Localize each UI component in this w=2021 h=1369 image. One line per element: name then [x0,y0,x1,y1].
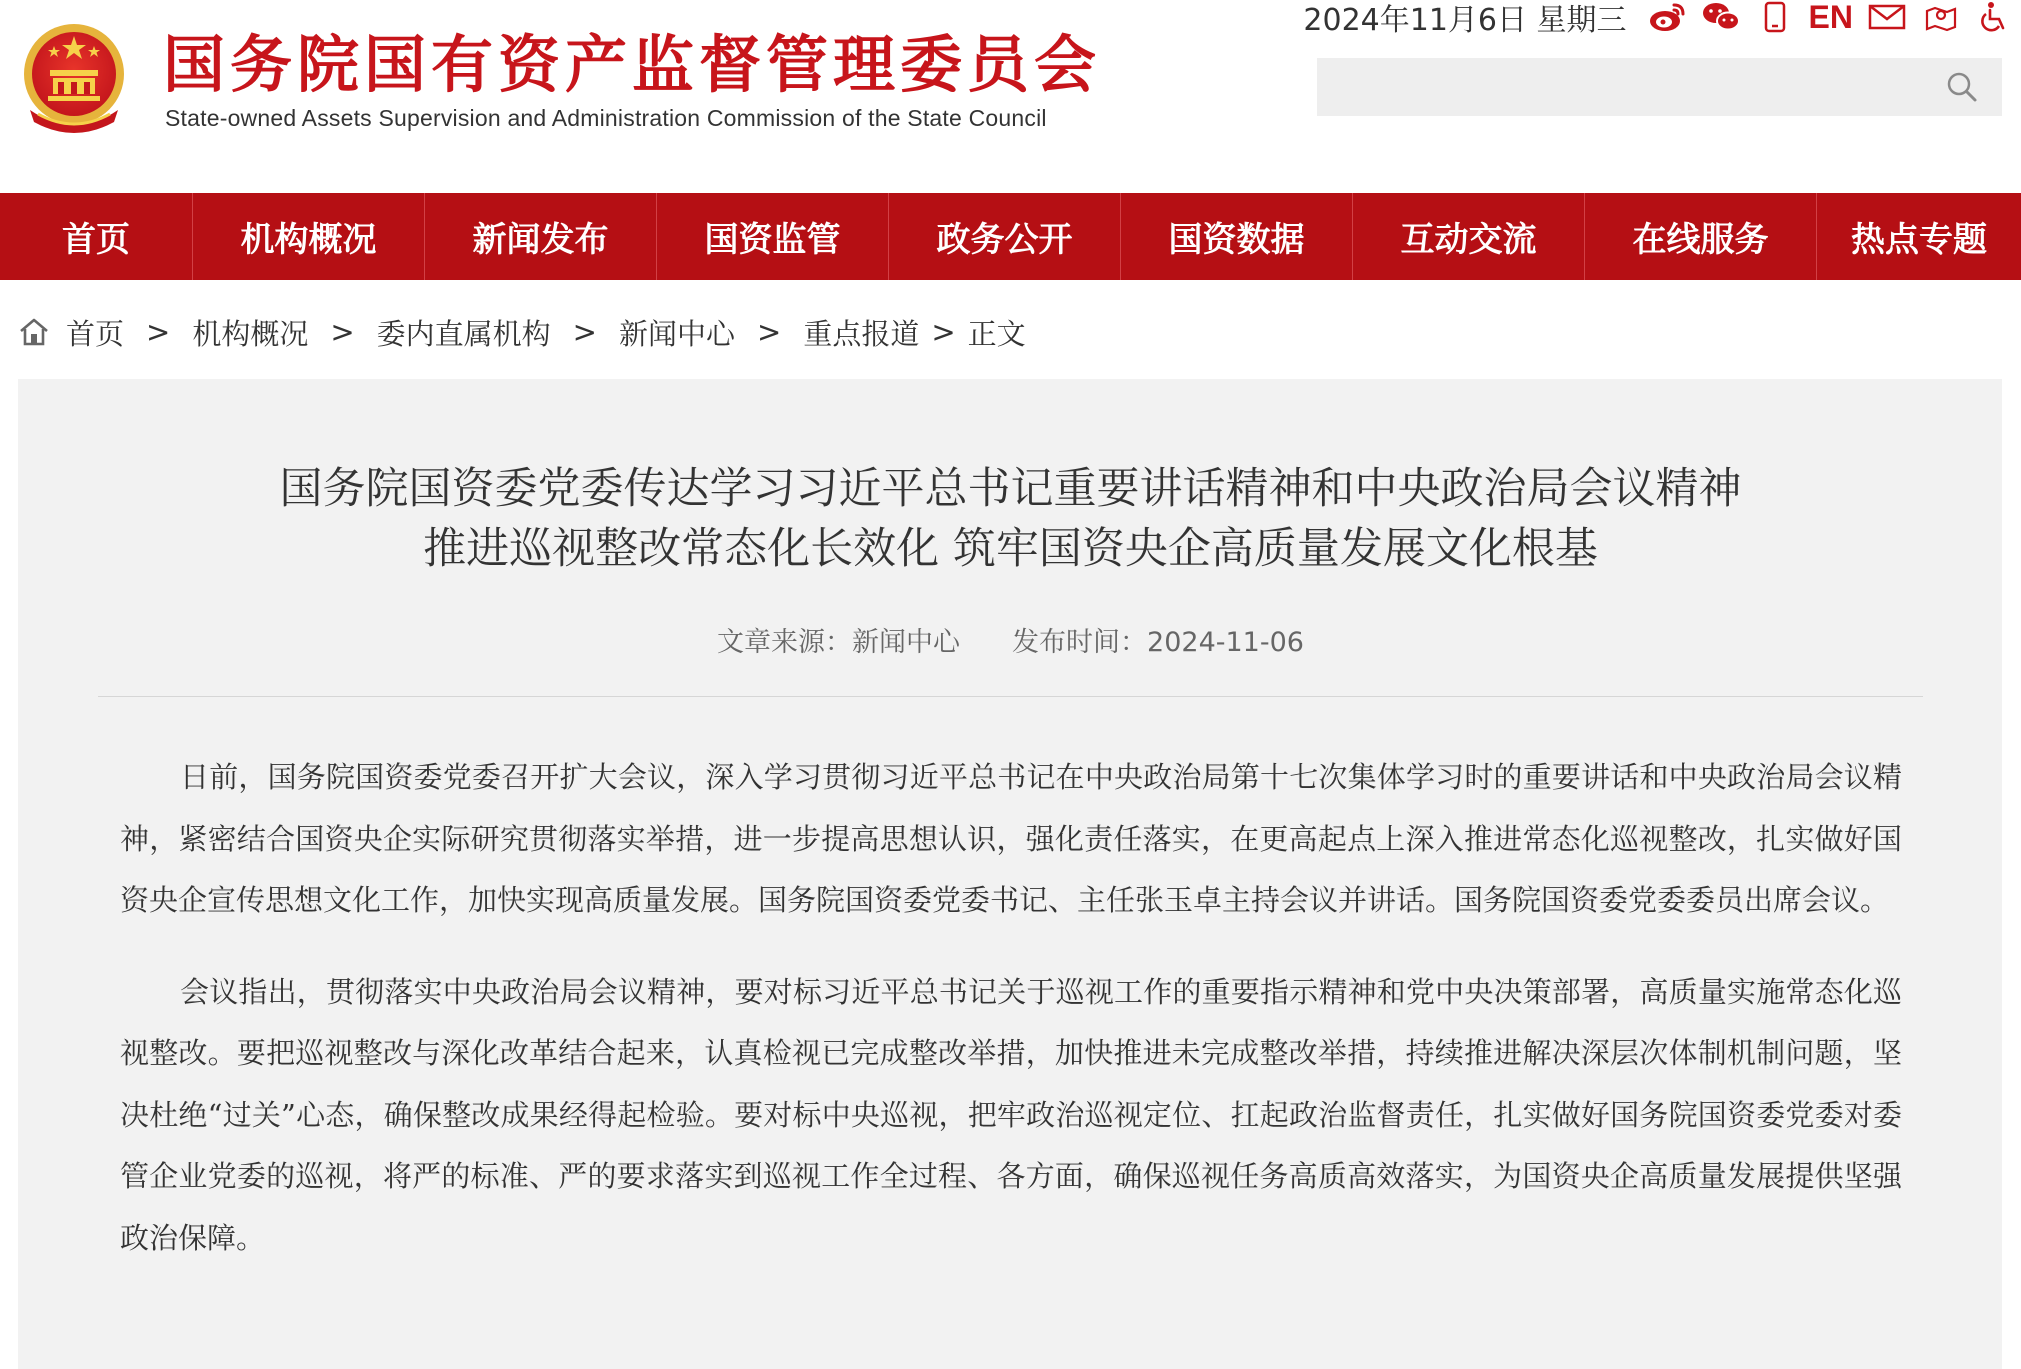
breadcrumb-home[interactable]: 首页 [66,316,125,351]
breadcrumb-news-center[interactable]: 新闻中心 [618,316,735,351]
nav-item-organization[interactable]: 机构概况 [193,193,425,280]
nav-item-topics[interactable]: 热点专题 [1851,220,1987,260]
site-title-cn[interactable]: 国务院国有资产监督管理委员会 [163,28,1102,101]
breadcrumb-separator: > [330,315,355,349]
nav-item-interaction[interactable]: 互动交流 [1353,193,1585,280]
wechat-icon[interactable] [1701,0,1741,34]
article-title [0,459,2021,579]
article-title-line-2: 推进巡视整改常态化长效化 筑牢国资央企高质量发展文化根基 [423,524,1598,574]
breadcrumb-separator: > [931,315,956,349]
nav-item-gov-affairs[interactable]: 政务公开 [889,193,1121,280]
top-utility-bar [1303,0,2021,38]
weibo-icon[interactable] [1647,0,1687,34]
article-source: 文章来源：新闻中心 [717,627,961,658]
nav-item-data[interactable]: 国资数据 [1121,193,1353,280]
breadcrumb-separator: > [757,315,782,349]
site-header [0,0,2021,193]
breadcrumb-affiliated-units[interactable]: 委内直属机构 [376,316,551,351]
english-version-link[interactable]: EN [1808,0,1853,35]
article-paragraph: 会议指出，贯彻落实中央政治局会议精神，要对标习近平总书记关于巡视工作的重要指示精神和党中央决策部署，高质量实施常态化巡视整改。要把巡视整改与深化改革结合起来，认真检视已完成整改举措，加快推进未完成整改举措，持续推进解决深层次体制机制问题，坚决杜绝“过关”心态，确保整改成果经得起检验。要对标中央巡视，把牢政治巡视定位、扛起政治监督责任，扎实做好国务院国资委党委对委管企业党委的巡视，将严的标准、严的要求落实到巡视工作全过程、各方面，确保巡视任务高质高效落实，为国资央企高质量发展提供坚强政治保障。 [120,974,1902,1255]
mail-icon[interactable] [1867,0,1907,34]
map-pin-icon[interactable] [1921,0,1961,34]
nav-item-news-release[interactable]: 新闻发布 [425,193,657,280]
nav-item-home[interactable]: 首页 [0,193,193,280]
main-nav [0,193,2021,280]
nav-item-online-service[interactable]: 在线服务 [1585,193,1817,280]
breadcrumb-organization[interactable]: 机构概况 [192,316,309,351]
home-icon[interactable] [18,315,52,349]
article-paragraph: 日前，国务院国资委党委召开扩大会议，深入学习贯彻习近平总书记在中央政治局第十七次集体学习时的重要讲话和中央政治局会议精神，紧密结合国资央企实际研究贯彻落实举措，进一步提高思想认识，强化责任落实，在更高起点上深入推进常态化巡视整改，扎实做好国资央企宣传思想文化工作，加快实现高质量发展。国务院国资委党委书记、主任张玉卓主持会议并讲话。国务院国资委党委委员出席会议。 [120,760,1902,917]
article-title-line-1: 国务院国资委党委传达学习习近平总书记重要讲话精神和中央政治局会议精神 [279,464,1742,514]
mobile-icon[interactable] [1755,0,1795,34]
breadcrumb [18,308,1026,356]
search-input[interactable] [1317,58,2002,116]
breadcrumb-separator: > [146,315,171,349]
title-divider [98,696,1923,697]
breadcrumb-current: 正文 [967,316,1026,351]
article-publish-date: 发布时间：2024-11-06 [1012,627,1304,658]
current-date: 2024年11月6日 星期三 [1303,3,1627,38]
site-title-en: State-owned Assets Supervision and Administration Commission of the State Council [165,105,1047,131]
nav-item-supervision[interactable]: 国资监管 [657,193,889,280]
breadcrumb-key-reports[interactable]: 重点报道 [803,316,920,351]
search-icon[interactable] [1940,66,1984,108]
article-body [120,747,1902,1299]
article-meta [0,620,2021,659]
breadcrumb-separator: > [572,315,597,349]
accessibility-icon[interactable] [1975,0,2015,34]
national-emblem-logo[interactable] [20,22,128,137]
